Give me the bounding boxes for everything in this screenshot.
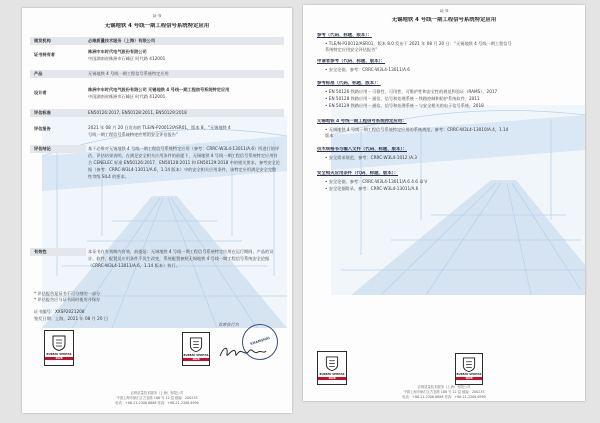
footer-line-3: 电话：+86-21-2306 6888 传真：+86-21-2306 6999 [402, 395, 486, 399]
shield-icon [52, 335, 66, 351]
logo-year: 1828 [45, 357, 73, 360]
logo-name: BUREAU VERITAS [319, 373, 345, 376]
validity-text: 本证书在有效期内有效，前提是：无锡地铁 4 号线一期工程信号系统特定应用在运行期间，产品的设计、软件、配置及应用条件不发生改变，系统配置参照无锡地铁 4 号线一期工程信号系统安全论据（CRRC-W3L4-13011/A.6，1.14 版本）执行。 [88, 249, 274, 268]
holder-company: 株洲中车时代电气股份有限公司 [88, 49, 147, 54]
shield-icon [189, 337, 203, 352]
logo-year: 1828 [456, 377, 482, 380]
certificate-page-left [22, 8, 292, 413]
holder-address: 中国湖南省株洲市石峰区 时代路 412001 [88, 56, 166, 61]
section-reference-item: • TLE/N-P20012/ASR01，版本 8.0 发布于 2021 年 08 月 20 日：“无锡地铁 4 号线一期工程信号 [325, 41, 512, 46]
certificate-number: 证书编号：XXSP2021208 [34, 309, 85, 314]
report-line-2: 号线一期工程信号系统特定应用的安全评估报告” [88, 132, 179, 137]
certificate-page-right [303, 5, 585, 401]
logo-name: BUREAU VERITAS [183, 354, 209, 357]
certificate-header: 证书 [152, 14, 162, 19]
standards-label: 评估标准 [34, 110, 51, 115]
footer-line-2: 中国上海市徐汇区古宜路 188 号 12 层 邮编：200233 [116, 396, 198, 400]
note-2: * 评估报告应与证书同时使用并保存 [34, 297, 101, 302]
standards-value: EN50126:2017, EN50128:2011, EN50129:2018 [88, 110, 187, 115]
conclusion-label: 评估结论 [34, 146, 51, 151]
note-1: * 评估报告是证书不可分割的一部分 [34, 291, 101, 296]
section-application-item: • 无锡地铁 4 号线一期工程信号系统特定应用的系统规范，参考：CRRC-W3L4-13010/A.4，1.14 [325, 127, 509, 132]
bureau-veritas-logo [182, 332, 210, 366]
section-applicant-item: • 安全论据，参考：CRRC-W3L4-13011/A.6 [325, 67, 410, 72]
logo-year: 1828 [183, 358, 209, 361]
logo-name: BUREAU VERITAS [456, 373, 482, 376]
report-line-1: 2021 年 08 月 20 日发布的 TLE/N-P20012/ASR01，版本 8，“无锡地铁 4 [88, 125, 231, 130]
product-label: 产品 [34, 71, 43, 76]
designer-label: 设计者 [34, 90, 47, 95]
footer-line-1: 必维质量技术服务（上海）有限公司 [130, 391, 184, 395]
certificate-title: 无锡地铁 4 号线一期工程信号系统特定应用 [391, 17, 497, 23]
shield-icon [462, 357, 476, 372]
footer-line-2: 中国上海市徐汇区古宜路 188 号 12 层 邮编：200233 [403, 390, 485, 394]
designer-company: 株洲中车时代电气股份有限公司 无锡地铁 4 号线一期工程信号系统特定应用 [88, 87, 230, 92]
footer-line-1: 必维质量技术服务（上海）有限公司 [417, 385, 471, 389]
certificate-header: 证书 [439, 9, 449, 14]
signatory-title: 首席执行官 [218, 322, 239, 327]
section-inputs-heading: 技术规格书与输入文件（代码、标题、版本）： [317, 147, 408, 152]
section-conditions-item: • 安全论据，参考：CRRC-W3L4-13011/A.6 4.6 章节 [325, 179, 428, 184]
certificate-title: 无锡地铁 4 号线一期工程信号系统特定应用 [104, 23, 210, 29]
logo-year: 1828 [318, 377, 346, 380]
section-applicant-heading: 申请者参考（代码、标题、版本）： [317, 59, 386, 64]
section-conditions-heading: 安全相关应用条件（代码、标题、版本）： [317, 171, 399, 176]
section-reference-item: 系统特定应用安全评估报告” [325, 47, 378, 52]
railway-watermark-right [331, 105, 585, 295]
section-standards-item: • EN 50128 铁路应用 – 通信、信号和处理系统 – 铁路控制和防护系统软件，2011 [325, 96, 480, 101]
section-application-item: 版本 [325, 133, 334, 138]
validity-label: 有效性 [34, 249, 47, 254]
bureau-veritas-logo [44, 330, 74, 366]
issue-date: 签发日期：上海，2021 年 08 月 20 日 [34, 316, 109, 321]
conclusion-text: 基于必维对无锡地铁 4 号线一期工程信号系统特定应用（参考：CRRC-W3L4-13011/A.6）所进行的评估，评估结果表明，在满足安全相关应用条件的前提下，无锡地铁 4 号线一期工程信号系统特定应用符合 CENELEC 标准 EN50126:2017、EN50128:2011 和 EN50129:2018 中的相关要求。参考安全论据（参考：CRRC-W3L4-13011/A.6，1.14 版本）中的安全相关应用条件，该特定应用满足安全完整性等级 SIL4 的要求。 [88, 146, 280, 179]
report-label: 评估报告 [34, 126, 51, 131]
section-application-heading: 无锡地铁 4 号线一期工程信号系统特定应用： [317, 119, 407, 124]
logo-name: BUREAU VERITAS [46, 353, 72, 356]
stamp-text: SHANGHAI [249, 335, 271, 347]
product-value: 无锡地铁 4 号线一期工程信号系统特定应用 [88, 71, 169, 76]
section-standards-item: • EN 50129 铁路应用 – 通信、信号和处理系统 – 与安全相关的电子信号系统，2018 [325, 103, 484, 108]
bureau-veritas-logo [317, 351, 347, 385]
section-standards-heading: 参考标准（代码、标题、版本）： [317, 81, 381, 86]
section-reference-heading: 参考（代码、标题、版本）： [317, 33, 372, 38]
section-conditions-item: • 安全论据附录，参考：CRRC-W3L4-13011/A.6 [325, 186, 419, 191]
holder-label: 证书持有者 [34, 52, 55, 57]
section-standards-item: • EN 50126 铁路应用 – 可靠性、可用性、可维护性和安全性的规范和验证（RAMS），2017 [325, 89, 498, 94]
shield-icon [325, 356, 339, 371]
designer-address: 中国湖南省株洲市石峰区 时代路 412001 [88, 94, 166, 99]
issuer-value: 必维质量技术服务（上海）有限公司 [88, 38, 156, 43]
bureau-veritas-logo [455, 353, 483, 385]
section-inputs-item: • 安全需求规范，参考：CRRC-W3L4-1012 /A.3 [325, 155, 417, 160]
issuer-label: 颁发机构 [34, 38, 51, 43]
signature [218, 342, 268, 362]
footer-line-3: 电话：+86-21-2306 6888 传真：+86-21-2306 6999 [115, 401, 199, 405]
